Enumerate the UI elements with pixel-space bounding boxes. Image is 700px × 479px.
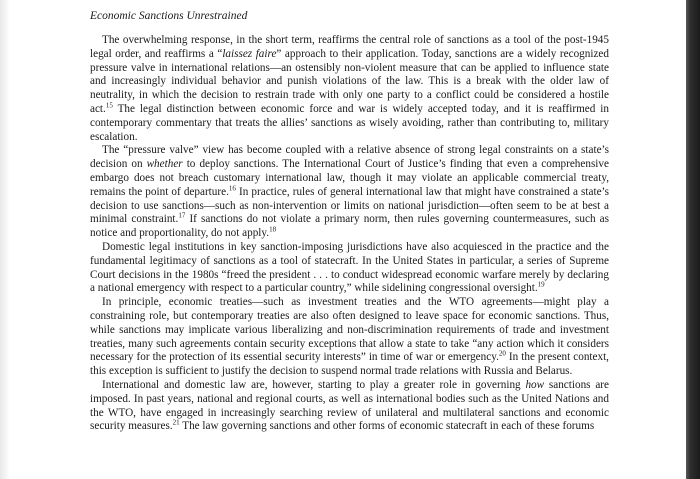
footnote-ref[interactable]: 20 [498, 349, 506, 358]
text-run: sanctions are imposed. In past years, national and regional courts, as well as international bodies such as the United Nations and the WTO, have engaged in increasingly searching review of unilateral and multilateral sanctions and economic security measures. [90, 378, 609, 433]
paragraph [90, 379, 609, 434]
footnote-ref[interactable]: 16 [228, 184, 236, 193]
text-run: In practice, rules of general international law that might have constrained a state’s decision to use sanctions—such as non-intervention or limits on national jurisdiction—often seem to be at best a minimal constraint. [90, 185, 609, 226]
running-head: Economic Sanctions Unrestrained [90, 10, 248, 22]
text-run: International and domestic law are, however, starting to play a greater role in governing [102, 378, 526, 391]
body-text [90, 34, 609, 434]
paragraph [90, 144, 609, 241]
footnote-ref[interactable]: 18 [269, 225, 277, 234]
footnote-ref[interactable]: 19 [537, 280, 545, 289]
paragraph [90, 241, 609, 296]
footnote-ref[interactable]: 17 [178, 211, 186, 220]
text-run: Domestic legal institutions in key sanction-imposing jurisdictions have also acquiesced in the practice and the fundamental legitimacy of sanctions as a tool of statecraft. In the United States in particular, a series of Supreme Court decisions in the 1980s “freed the president . . . to conduct widespread economic warfare merely by declaring a national emergency with respect to a particular country,” while sidelining congressional oversight. [90, 240, 609, 295]
text-run: If sanctions do not violate a primary norm, then rules governing countermeasures, such as notice and proportionality, do not apply. [90, 213, 609, 240]
document-page [90, 8, 609, 434]
paragraph [90, 34, 609, 144]
page-edge-right [686, 0, 700, 479]
text-run: to deploy sanctions. The International Court of Justice’s finding that even a comprehensive embargo does not breach customary international law, though it may violate an applicable commercial treaty, remains the point of departure. [90, 158, 609, 198]
text-run: The overwhelming response, in the short term, reaffirms the central role of sanctions as a tool of the post-1945 legal order, and reaffirms a “ [90, 34, 609, 60]
footnote-ref[interactable]: 15 [105, 101, 113, 110]
text-run: In the present context, this exception is sufficient to justify the decision to suspend normal trade relations with Russia and Belarus. [90, 351, 609, 378]
text-run: The legal distinction between economic force and war is widely accepted today, and it is reaffirmed in contemporary commentary that treats the allies’ sanctions as wisely avoiding, rather than contributing to, military escalation. [90, 102, 609, 143]
italic-text: whether [146, 158, 183, 171]
page-edge-left [0, 0, 10, 479]
text-run: ” approach to their application. Today, sanctions are a widely recognized pressure valve in international relations—an ostensibly non-violent measure that can be applied to influence state and increasingly individual behavior and punish violations of the law. This is a break with the older law of neutrality, in which the decision to restrain trade with only one party to a conflict could be considered a hostile act. [90, 47, 609, 115]
italic-text: how [525, 378, 545, 391]
footnote-ref[interactable]: 21 [172, 418, 180, 427]
text-run: The “pressure valve” view has become coupled with a relative absence of strong legal constraints on a state’s decision on [90, 144, 609, 171]
text-run: In principle, economic treaties—such as investment treaties and the WTO agreements—might play a constraining role, but contemporary treaties are also often designed to leave space for economic sanctions. Thus, while sanctions may implicate various liberalizing and non-discrimination requirements of trade and investment treaties, many such agreements contain security exceptions that allow a state to take “any action which it considers necessary for the protection of its essential security interests” in time of war or emergency. [90, 296, 609, 364]
paragraph [90, 296, 609, 379]
italic-text: laissez faire [222, 47, 277, 60]
text-run: The law governing sanctions and other forms of economic statecraft in each of these forums [179, 420, 595, 433]
